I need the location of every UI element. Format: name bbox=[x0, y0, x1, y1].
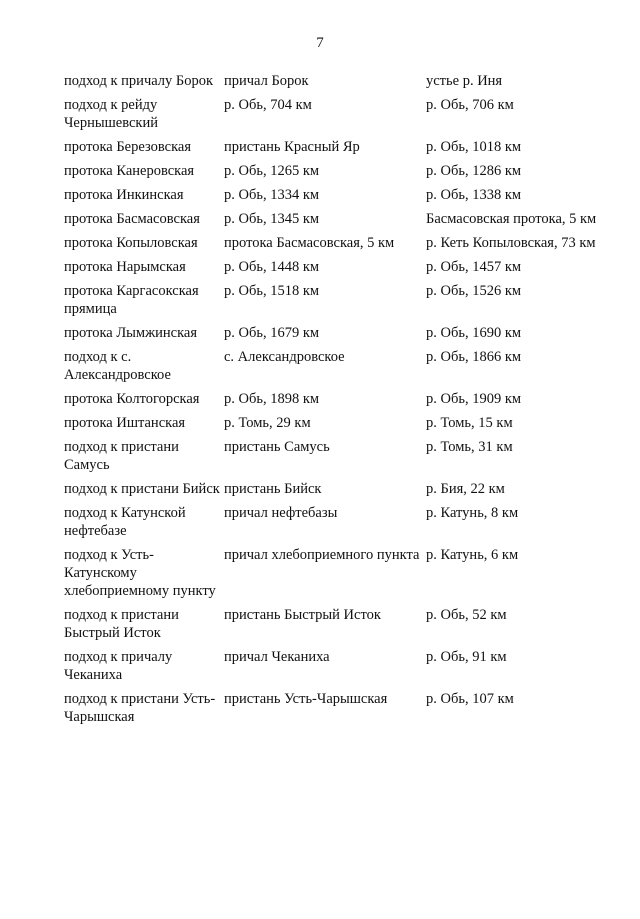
cell-start: р. Обь, 704 км bbox=[224, 97, 312, 113]
cell-section: подход к причалу Борок bbox=[64, 73, 214, 89]
cell-section: подход к Усть-Катунскому хлебоприемному пункту bbox=[64, 547, 216, 599]
cell-start: причал Чеканиха bbox=[224, 649, 330, 665]
cell-start: р. Томь, 29 км bbox=[224, 415, 311, 431]
cell-section: подход к Катунской нефтебазе bbox=[64, 505, 186, 539]
table-row bbox=[64, 348, 604, 384]
cell-section: протока Иштанская bbox=[64, 415, 186, 431]
cell-end: р. Кеть Копыловская, 73 км bbox=[426, 235, 596, 251]
cell-end: р. Обь, 706 км bbox=[426, 97, 514, 113]
table-row bbox=[64, 480, 604, 498]
cell-section: протока Каргасокская прямица bbox=[64, 283, 199, 317]
cell-end: р. Обь, 1286 км bbox=[426, 163, 522, 179]
cell-section: подход к пристани Бийск bbox=[64, 481, 220, 497]
cell-end: р. Обь, 91 км bbox=[426, 649, 507, 665]
cell-end: р. Томь, 15 км bbox=[426, 415, 513, 431]
cell-section: протока Лымжинская bbox=[64, 325, 198, 341]
cell-end: р. Обь, 1338 км bbox=[426, 187, 522, 203]
cell-section: протока Березовская bbox=[64, 139, 191, 155]
table-row bbox=[64, 234, 604, 252]
cell-end: р. Катунь, 6 км bbox=[426, 547, 519, 563]
cell-start: р. Обь, 1679 км bbox=[224, 325, 320, 341]
table-row bbox=[64, 210, 604, 228]
table-row bbox=[64, 390, 604, 408]
cell-section: протока Нарымская bbox=[64, 259, 186, 275]
cell-end: р. Обь, 1690 км bbox=[426, 325, 522, 341]
table-row bbox=[64, 546, 604, 600]
cell-section: протока Колтогорская bbox=[64, 391, 200, 407]
cell-section: подход к причалу Чеканиха bbox=[64, 649, 173, 683]
cell-start: причал хлебоприемного пункта bbox=[224, 547, 420, 563]
cell-start: р. Обь, 1448 км bbox=[224, 259, 320, 275]
cell-end: р. Обь, 52 км bbox=[426, 607, 507, 623]
cell-start: причал Борок bbox=[224, 73, 309, 89]
cell-section: подход к рейду Чернышевский bbox=[64, 97, 158, 131]
table-row bbox=[64, 138, 604, 156]
cell-end: р. Обь, 1866 км bbox=[426, 349, 522, 365]
cell-start: пристань Бийск bbox=[224, 481, 322, 497]
cell-end: р. Катунь, 8 км bbox=[426, 505, 519, 521]
page-number: 7 bbox=[316, 35, 324, 51]
table-row bbox=[64, 324, 604, 342]
cell-section: протока Копыловская bbox=[64, 235, 198, 251]
cell-section: протока Канеровская bbox=[64, 163, 195, 179]
cell-end: р. Бия, 22 км bbox=[426, 481, 505, 497]
cell-end: р. Обь, 1018 км bbox=[426, 139, 522, 155]
cell-section: подход к с. Александровское bbox=[64, 349, 171, 383]
cell-end: р. Обь, 1457 км bbox=[426, 259, 522, 275]
cell-start: р. Обь, 1345 км bbox=[224, 211, 320, 227]
table-row bbox=[64, 606, 604, 642]
cell-start: р. Обь, 1334 км bbox=[224, 187, 320, 203]
cell-start: пристань Быстрый Исток bbox=[224, 607, 381, 623]
table-row bbox=[64, 186, 604, 204]
table-row bbox=[64, 282, 604, 318]
table-row bbox=[64, 504, 604, 540]
table-row bbox=[64, 414, 604, 432]
table-row bbox=[64, 96, 604, 132]
cell-section: подход к пристани Усть-Чарышская bbox=[64, 691, 216, 725]
table-row bbox=[64, 438, 604, 474]
table-row bbox=[64, 648, 604, 684]
cell-start: пристань Красный Яр bbox=[224, 139, 360, 155]
cell-start: р. Обь, 1265 км bbox=[224, 163, 320, 179]
cell-end: р. Обь, 1909 км bbox=[426, 391, 522, 407]
cell-end: р. Обь, 107 км bbox=[426, 691, 514, 707]
cell-end: р. Томь, 31 км bbox=[426, 439, 513, 455]
waterway-table bbox=[64, 72, 604, 732]
table-row bbox=[64, 162, 604, 180]
cell-section: подход к пристани Самусь bbox=[64, 439, 179, 473]
cell-start: р. Обь, 1898 км bbox=[224, 391, 320, 407]
cell-end: устье р. Иня bbox=[426, 73, 503, 89]
cell-section: подход к пристани Быстрый Исток bbox=[64, 607, 179, 641]
cell-start: причал нефтебазы bbox=[224, 505, 338, 521]
cell-start: с. Александровское bbox=[224, 349, 345, 365]
cell-end: р. Обь, 1526 км bbox=[426, 283, 522, 299]
table-row bbox=[64, 690, 604, 726]
cell-section: протока Инкинская bbox=[64, 187, 184, 203]
cell-start: пристань Усть-Чарышская bbox=[224, 691, 388, 707]
cell-section: протока Басмасовская bbox=[64, 211, 200, 227]
cell-end: Басмасовская протока, 5 км bbox=[426, 211, 597, 227]
cell-start: р. Обь, 1518 км bbox=[224, 283, 320, 299]
table-row bbox=[64, 258, 604, 276]
cell-start: протока Басмасовская, 5 км bbox=[224, 235, 395, 251]
cell-start: пристань Самусь bbox=[224, 439, 330, 455]
table-row bbox=[64, 72, 604, 90]
